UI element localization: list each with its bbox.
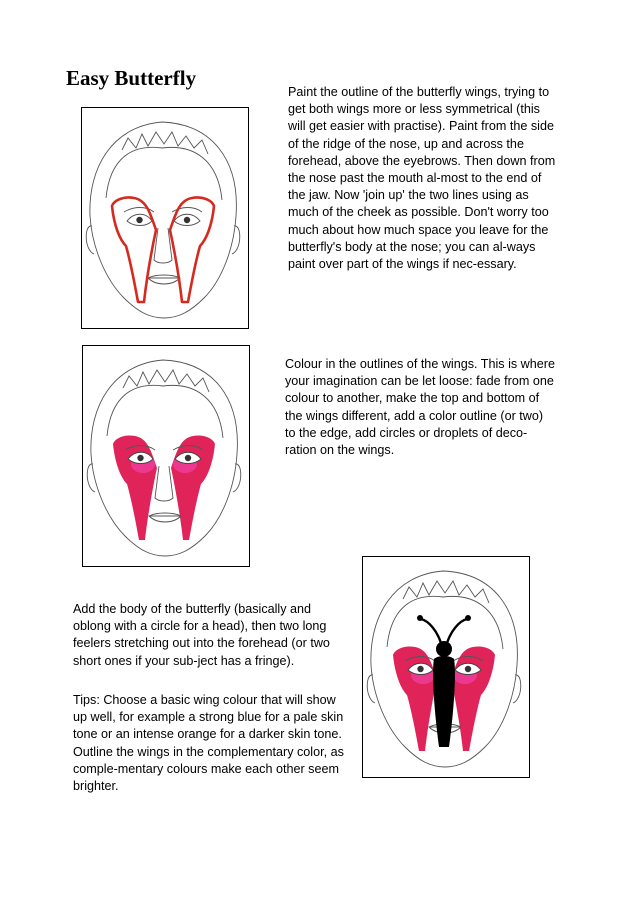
face-illustration-outline (81, 107, 249, 329)
step-1-text: Paint the outline of the butterfly wings, trying to get both wings more or less symmetrical (this will get easier with practise). Paint from the side of the ridge of the nose, up and across the forehead, above the eyebrows. Then down from the nose past the mouth al-most to the end of the jaw. Now 'join up' the two lines using as much of the cheek as possible. Don't worry too much about how much space you leave for the butterfly's body at the nose; you can al-ways paint over part of the wings if nec-essary. (288, 85, 556, 272)
tips-text: Tips: Choose a basic wing colour that will show up well, for example a strong blue for a pale skin tone or an intense orange for a darker skin tone. Outline the wings in the complementary color, as comple-mentary colours make each other seem brighter. (73, 693, 344, 794)
page-title: Easy Butterfly (66, 66, 197, 90)
butterfly-antennae (421, 619, 467, 643)
butterfly-body (433, 641, 455, 747)
step-2-text: Colour in the outlines of the wings. This is where your imagination can be let loose: fade from one colour to another, make the top and bottom of the wings different, add a color outline (or two) to the edge, add circles or droplets of deco-ration on the wings. (285, 357, 555, 458)
face-illustration-colored (82, 345, 250, 567)
step-3-text: Add the body of the butterfly (basically and oblong with a circle for a head), then two long feelers stretching out into the forehead (or two short ones if your sub-ject has a fringe). (73, 602, 330, 668)
face-illustration-with-body (362, 556, 530, 778)
